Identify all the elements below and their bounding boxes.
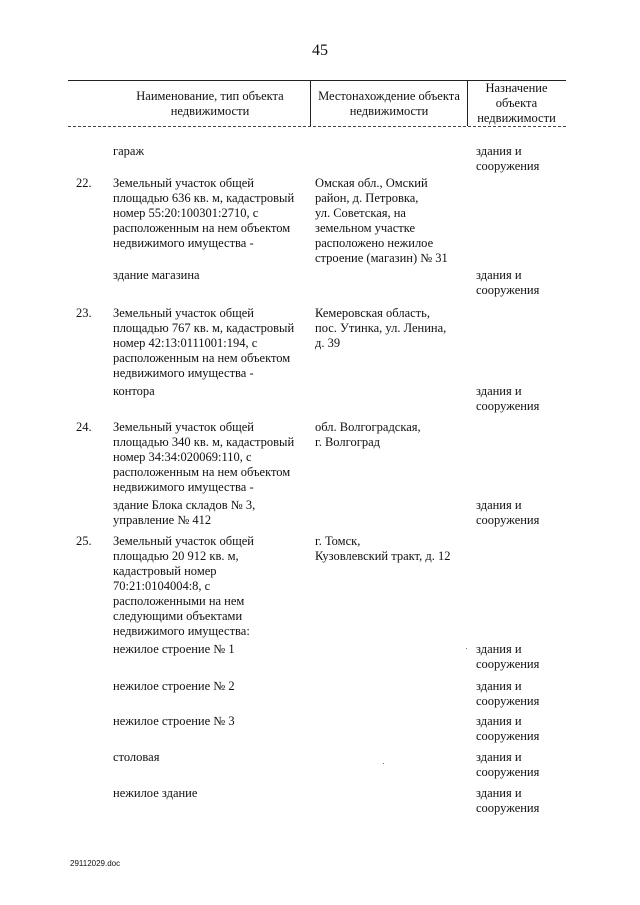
- scan-speck: [383, 763, 384, 764]
- row-object-name: здание магазина: [113, 268, 200, 282]
- scan-speck: [466, 648, 467, 649]
- row-object-name: столовая: [113, 750, 160, 764]
- row-object-purpose: здания и сооружения: [476, 642, 540, 671]
- row-object-name: контора: [113, 384, 155, 398]
- row-number: 25.: [76, 534, 92, 548]
- row-object-purpose: здания и сооружения: [476, 144, 540, 173]
- row-object-name: Земельный участок общей площадью 340 кв. м, кадастровый номер 34:34:020069:110, с расположенным на нем объектом недвижимого имущества -: [113, 420, 295, 494]
- row-object-name: Земельный участок общей площадью 636 кв. м, кадастровый номер 55:20:100301:2710, с расположенным на нем объектом недвижимого имущества -: [113, 176, 295, 250]
- row-object-location: обл. Волгоградская, г. Волгоград: [315, 420, 421, 449]
- header-col-purpose: Назначение объекта недвижимости: [477, 81, 556, 125]
- row-number: 22.: [76, 176, 92, 190]
- row-object-purpose: здания и сооружения: [476, 750, 540, 779]
- row-number: 24.: [76, 420, 92, 434]
- row-object-name: нежилое строение № 1: [113, 642, 235, 656]
- row-object-name: Земельный участок общей площадью 20 912 кв. м, кадастровый номер 70:21:0104004:8, с расположенными на нем следующими объектами недвижимого имущества:: [113, 534, 254, 638]
- row-object-location: г. Томск, Кузовлевский тракт, д. 12: [315, 534, 451, 563]
- row-object-purpose: здания и сооружения: [476, 384, 540, 413]
- header-col-location: Местонахождение объекта недвижимости: [318, 89, 460, 118]
- header-col-name: Наименование, тип объекта недвижимости: [136, 89, 284, 118]
- row-object-name: нежилое строение № 3: [113, 714, 235, 728]
- row-object-location: Омская обл., Омский район, д. Петровка, ул. Советская, на земельном участке расположено нежилое строение (магазин) № 31: [315, 176, 448, 265]
- row-number: 23.: [76, 306, 92, 320]
- row-object-purpose: здания и сооружения: [476, 679, 540, 708]
- header-bottom-rule: [68, 126, 566, 127]
- row-object-name: нежилое здание: [113, 786, 198, 800]
- row-object-purpose: здания и сооружения: [476, 498, 540, 527]
- row-object-purpose: здания и сооружения: [476, 268, 540, 297]
- row-object-purpose: здания и сооружения: [476, 714, 540, 743]
- row-object-location: Кемеровская область, пос. Утинка, ул. Ленина, д. 39: [315, 306, 447, 350]
- row-object-purpose: здания и сооружения: [476, 786, 540, 815]
- footer-filename: 29112029.doc: [70, 859, 121, 868]
- row-object-name: здание Блока складов № 3, управление № 412: [113, 498, 256, 527]
- row-object-name: гараж: [113, 144, 145, 158]
- page-number: 45: [312, 42, 328, 59]
- row-object-name: нежилое строение № 2: [113, 679, 235, 693]
- row-object-name: Земельный участок общей площадью 767 кв. м, кадастровый номер 42:13:0111001:194, с расположенным на нем объектом недвижимого имущества -: [113, 306, 295, 380]
- header-divider-1: [310, 80, 311, 126]
